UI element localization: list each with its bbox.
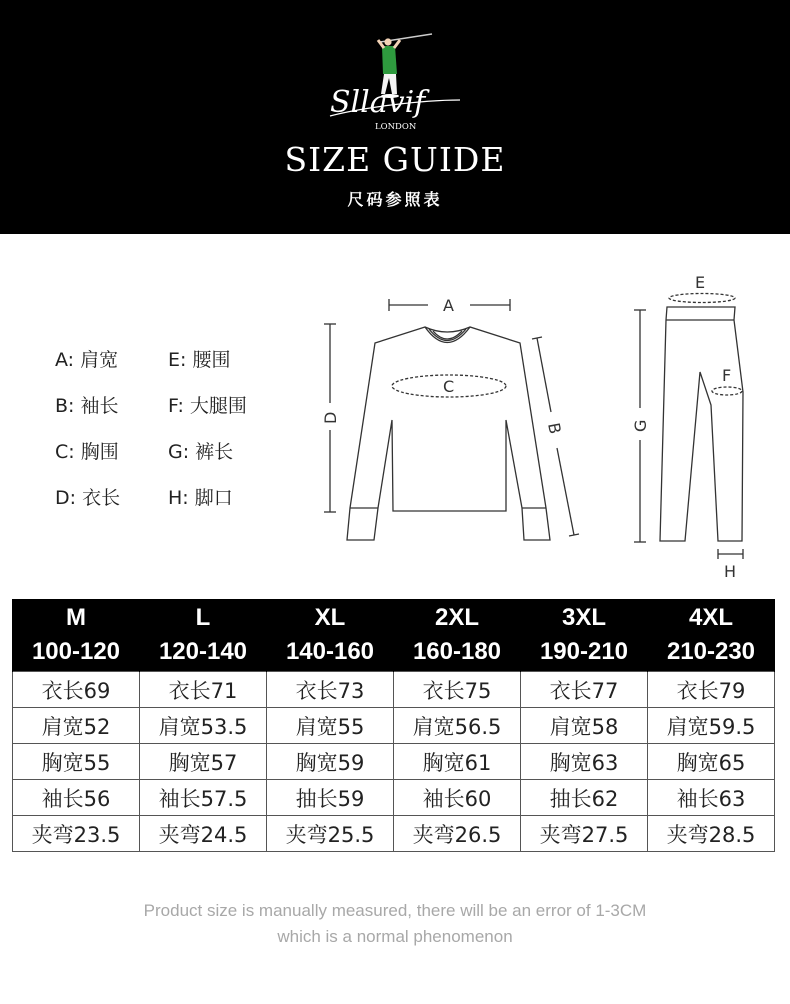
diagram-label-h: H (724, 562, 737, 581)
legend-item-g: G: 裤长 (168, 441, 234, 463)
table-cell: 肩宽59.5 (648, 708, 775, 744)
table-cell: 胸宽63 (521, 744, 648, 780)
weight-range-label: 100-120 (13, 635, 140, 672)
size-label: XL (267, 599, 394, 635)
diagram-label-e: E (695, 273, 706, 292)
table-cell: 抽长59 (267, 780, 394, 816)
table-cell: 衣长69 (13, 672, 140, 708)
table-cell: 肩宽52 (13, 708, 140, 744)
table-cell: 抽长62 (521, 780, 648, 816)
table-cell: 衣长71 (140, 672, 267, 708)
table-cell: 袖长56 (13, 780, 140, 816)
legend-item-c: C: 胸围 (55, 441, 119, 463)
size-label: M (13, 599, 140, 635)
table-cell: 衣长75 (394, 672, 521, 708)
header-banner (0, 0, 790, 234)
brand-wordmark: Sllavif (330, 85, 426, 120)
table-cell: 袖长60 (394, 780, 521, 816)
legend-item-b: B: 袖长 (55, 395, 119, 417)
weight-range-label: 160-180 (394, 635, 521, 672)
diagram-label-d: D (321, 411, 340, 424)
table-cell: 夹弯26.5 (394, 816, 521, 852)
table-row (13, 708, 775, 744)
table-cell: 肩宽56.5 (394, 708, 521, 744)
table-cell: 胸宽57 (140, 744, 267, 780)
legend-item-e: E: 腰围 (168, 349, 231, 371)
table-cell: 夹弯27.5 (521, 816, 648, 852)
diagram-label-g: G (631, 419, 650, 432)
disclaimer-line-2: which is a normal phenomenon (277, 927, 513, 946)
legend-item-f: F: 大腿围 (168, 395, 247, 417)
size-label: 4XL (648, 599, 775, 635)
table-cell: 胸宽59 (267, 744, 394, 780)
weight-range-label: 120-140 (140, 635, 267, 672)
legend-item-d: D: 衣长 (55, 487, 121, 509)
size-label: 2XL (394, 599, 521, 635)
weight-range-label: 210-230 (648, 635, 775, 672)
table-row (13, 672, 775, 708)
legend-item-h: H: 脚口 (168, 487, 233, 509)
table-cell: 肩宽58 (521, 708, 648, 744)
brand-logo (320, 30, 470, 135)
table-cell: 胸宽65 (648, 744, 775, 780)
weight-range-row (13, 635, 775, 672)
table-cell: 衣长73 (267, 672, 394, 708)
size-table (12, 599, 775, 852)
disclaimer-line-1: Product size is manually measured, there will be an error of 1-3CM (143, 901, 647, 920)
brand-location: LONDON (375, 122, 417, 132)
weight-range-label: 140-160 (267, 635, 394, 672)
page-title: SIZE GUIDE (284, 140, 506, 179)
table-cell: 胸宽55 (13, 744, 140, 780)
table-row (13, 744, 775, 780)
diagram-label-f: F (722, 366, 732, 385)
pants-outline-icon (660, 307, 743, 541)
table-cell: 胸宽61 (394, 744, 521, 780)
table-cell: 夹弯23.5 (13, 816, 140, 852)
table-cell: 衣长77 (521, 672, 648, 708)
page-subtitle: 尺码参照表 (347, 190, 443, 209)
table-cell: 夹弯25.5 (267, 816, 394, 852)
table-row (13, 816, 775, 852)
table-cell: 袖长57.5 (140, 780, 267, 816)
table-cell: 肩宽53.5 (140, 708, 267, 744)
diagram-label-a: A (443, 296, 454, 315)
size-label: 3XL (521, 599, 648, 635)
weight-range-label: 190-210 (521, 635, 648, 672)
table-cell: 衣长79 (648, 672, 775, 708)
table-cell: 夹弯28.5 (648, 816, 775, 852)
size-label: L (140, 599, 267, 635)
table-cell: 夹弯24.5 (140, 816, 267, 852)
size-header-row (13, 599, 775, 635)
table-cell: 肩宽55 (267, 708, 394, 744)
measurement-diagram (300, 260, 790, 590)
table-row (13, 780, 775, 816)
diagram-label-b: B (544, 421, 565, 436)
diagram-label-c: C (443, 377, 455, 396)
table-cell: 袖长63 (648, 780, 775, 816)
legend-item-a: A: 肩宽 (55, 349, 119, 371)
